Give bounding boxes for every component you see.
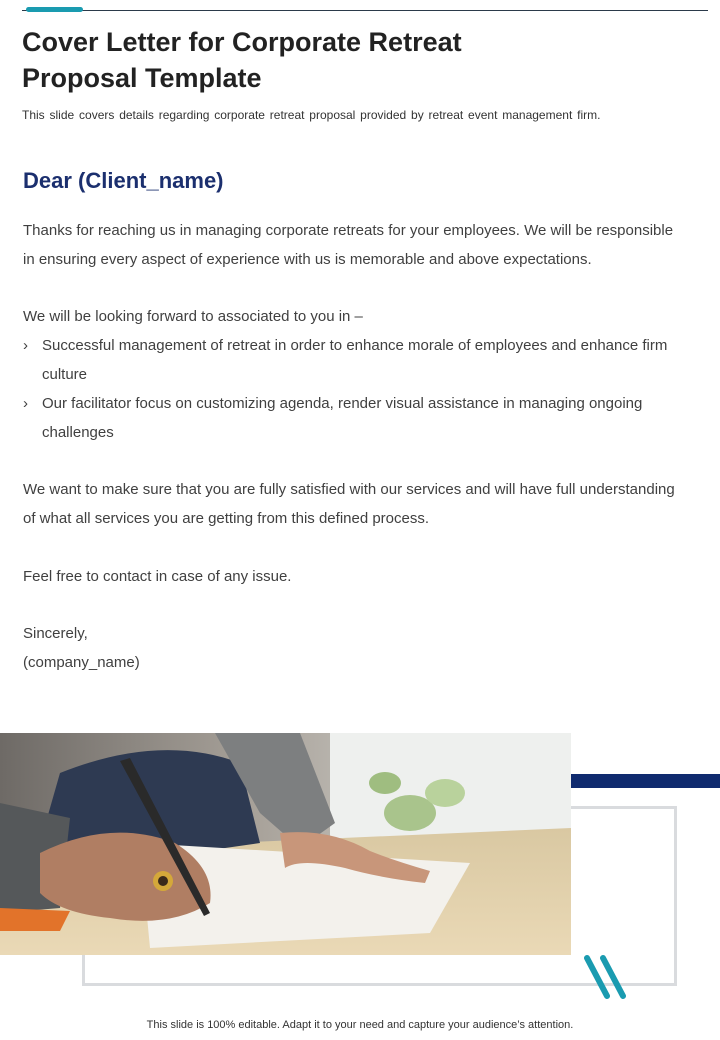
page-title: Cover Letter for Corporate Retreat Proposal Template (22, 27, 462, 93)
letter-intro: We will be looking forward to associated to you in – (23, 308, 363, 326)
list-item-text: Successful management of retreat in order to enhance morale of employees and enhance firm culture (42, 337, 668, 383)
list-item (23, 390, 688, 448)
signing-document-photo (0, 733, 571, 955)
letter-signature: (company_name) (23, 653, 140, 671)
letter-greeting: Dear (Client_name) (23, 168, 224, 193)
letter-closing: Sincerely, (23, 625, 88, 643)
letter-paragraph-2: We want to make sure that you are fully satisfied with our services and will have full understanding of what all services you are getting from this defined process. (23, 481, 675, 527)
double-slash-icon (583, 954, 633, 1004)
page-subtitle: This slide covers details regarding corporate retreat proposal provided by retreat event management firm. (22, 108, 601, 122)
letter-body (23, 217, 688, 678)
top-accent-bar (26, 7, 83, 12)
top-divider-line (22, 10, 708, 11)
list-item (23, 332, 688, 390)
letter-paragraph-1: Thanks for reaching us in managing corporate retreats for your employees. We will be responsible in ensuring every aspect of experience with us is memorable and above expectations. (23, 222, 674, 268)
bullet-chevron-icon: › (23, 337, 28, 355)
bullet-chevron-icon: › (23, 394, 28, 412)
list-item-text: Our facilitator focus on customizing agenda, render visual assistance in managing ongoing challenges (42, 394, 643, 441)
footer-note: This slide is 100% editable. Adapt it to your need and capture your audience’s attention. (146, 1019, 574, 1031)
letter-paragraph-3: Feel free to contact in case of any issue. (23, 567, 292, 585)
navy-accent-bar (560, 774, 720, 788)
